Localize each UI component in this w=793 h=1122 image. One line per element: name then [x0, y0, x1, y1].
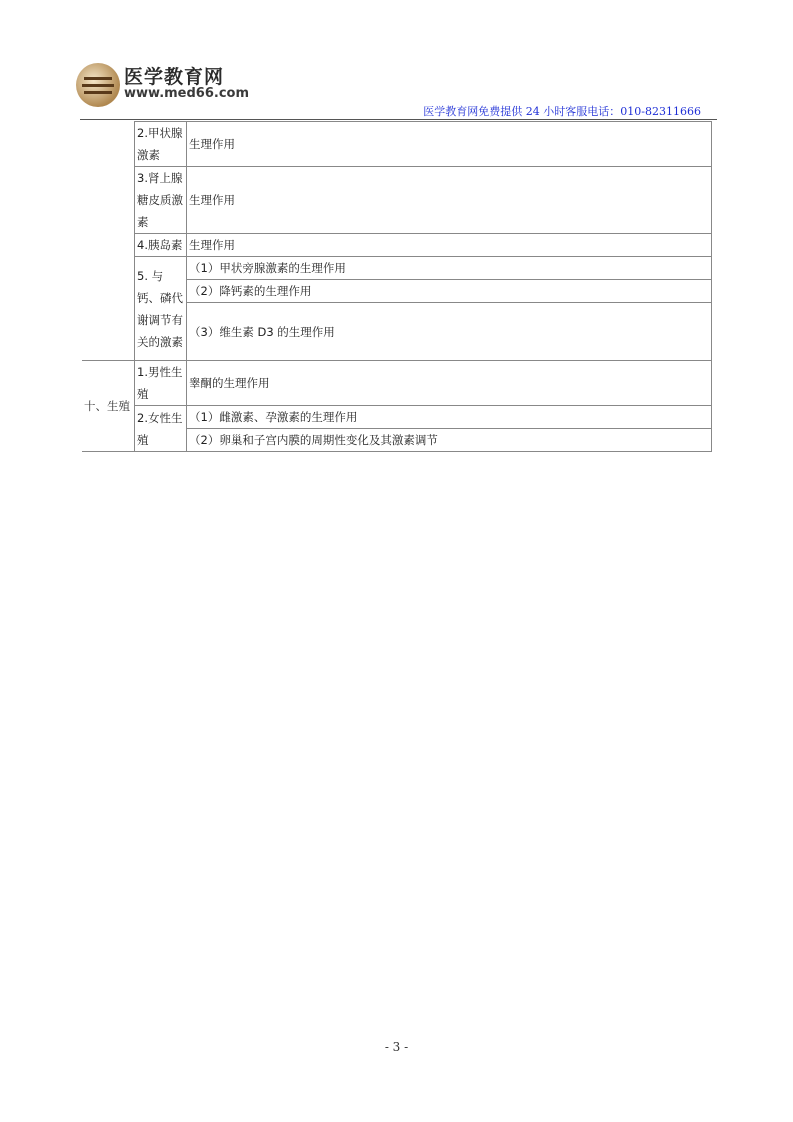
detail-cell: （1）雌激素、孕激素的生理作用 — [187, 406, 712, 429]
logo-url: www.med66.com — [124, 86, 250, 101]
detail-cell: 生理作用 — [187, 234, 712, 257]
detail-cell: （2）降钙素的生理作用 — [187, 280, 712, 303]
section-cell: 3.肾上腺糖皮质激素 — [135, 167, 187, 234]
header-contact-note: 医学教育网免费提供 24 小时客服电话：010-82311666 — [423, 105, 701, 118]
chapter-cell: 十、生殖 — [82, 361, 135, 452]
section-cell: 1.男性生殖 — [135, 361, 187, 406]
table-row — [82, 122, 712, 167]
detail-cell: 睾酮的生理作用 — [187, 361, 712, 406]
detail-cell: 生理作用 — [187, 122, 712, 167]
section-cell: 2.甲状腺激素 — [135, 122, 187, 167]
section-cell: 2.女性生殖 — [135, 406, 187, 452]
table-row — [82, 257, 712, 280]
table-row — [82, 406, 712, 429]
page-number: - 3 - — [384, 1040, 409, 1054]
section-cell: 5. 与钙、磷代谢调节有关的激素 — [135, 257, 187, 361]
chapter-cell — [82, 122, 135, 303]
logo-text: 医学教育网 — [124, 66, 225, 88]
table-row — [82, 361, 712, 406]
syllabus-table — [82, 121, 712, 452]
detail-cell: 生理作用 — [187, 167, 712, 234]
table-row — [82, 234, 712, 257]
detail-cell: （1）甲状旁腺激素的生理作用 — [187, 257, 712, 280]
chapter-cell — [82, 303, 135, 361]
detail-cell: （2）卵巢和子宫内膜的周期性变化及其激素调节 — [187, 429, 712, 452]
header-divider — [80, 119, 717, 120]
table-row — [82, 167, 712, 234]
section-cell: 4.胰岛素 — [135, 234, 187, 257]
detail-cell: （3）维生素 D3 的生理作用 — [187, 303, 712, 361]
